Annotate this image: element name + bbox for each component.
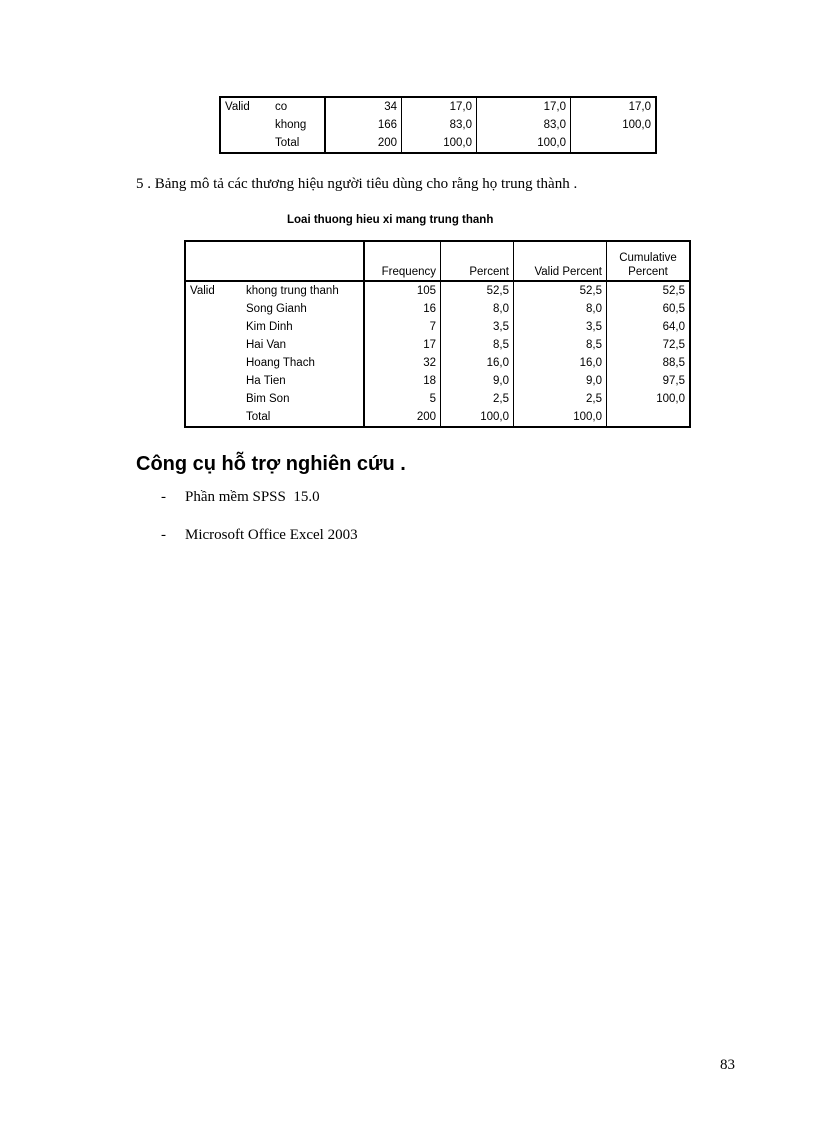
percent-cell: 3,5 bbox=[441, 318, 514, 336]
table-row bbox=[185, 336, 690, 354]
valid-percent-cell: 100,0 bbox=[514, 408, 607, 427]
frequency-table-1 bbox=[219, 96, 657, 154]
cumulative-percent-cell: 97,5 bbox=[607, 372, 691, 390]
percent-cell: 2,5 bbox=[441, 390, 514, 408]
table-header-row bbox=[185, 241, 690, 281]
valid-percent-cell: 17,0 bbox=[477, 97, 571, 116]
frequency-cell: 7 bbox=[364, 318, 441, 336]
row-label: co bbox=[275, 100, 288, 113]
bullet-dash: - bbox=[161, 489, 166, 505]
row-label: Total bbox=[246, 410, 271, 423]
table-row bbox=[185, 281, 690, 300]
row-label: khong bbox=[275, 118, 307, 131]
cumulative-percent-cell: 88,5 bbox=[607, 354, 691, 372]
frequency-cell: 5 bbox=[364, 390, 441, 408]
frequency-cell: 16 bbox=[364, 300, 441, 318]
percent-cell: 16,0 bbox=[441, 354, 514, 372]
cumulative-percent-cell: 52,5 bbox=[607, 281, 691, 300]
list-item-text: Phần mềm SPSS 15.0 bbox=[185, 489, 320, 505]
row-label: Ha Tien bbox=[246, 374, 286, 387]
frequency-cell: 200 bbox=[364, 408, 441, 427]
cumulative-percent-cell bbox=[607, 408, 691, 427]
valid-percent-cell: 83,0 bbox=[477, 116, 571, 134]
valid-percent-cell: 100,0 bbox=[477, 134, 571, 153]
table-row bbox=[185, 390, 690, 408]
percent-cell: 100,0 bbox=[402, 134, 477, 153]
row-label: Song Gianh bbox=[246, 302, 307, 315]
frequency-cell: 166 bbox=[325, 116, 402, 134]
percent-cell: 100,0 bbox=[441, 408, 514, 427]
frequency-cell: 32 bbox=[364, 354, 441, 372]
percent-cell: 8,5 bbox=[441, 336, 514, 354]
row-label: Kim Dinh bbox=[246, 320, 293, 333]
bullet-dash: - bbox=[161, 527, 166, 543]
table-row bbox=[185, 300, 690, 318]
cumulative-percent-cell: 64,0 bbox=[607, 318, 691, 336]
cumulative-percent-cell: 17,0 bbox=[571, 97, 657, 116]
valid-percent-cell: 16,0 bbox=[514, 354, 607, 372]
valid-percent-cell: 8,0 bbox=[514, 300, 607, 318]
row-label: khong trung thanh bbox=[246, 284, 339, 297]
valid-percent-cell: 2,5 bbox=[514, 390, 607, 408]
row-label: Hoang Thach bbox=[246, 356, 315, 369]
list-item bbox=[161, 527, 358, 544]
valid-percent-cell: 3,5 bbox=[514, 318, 607, 336]
row-label: Bim Son bbox=[246, 392, 290, 405]
table-row bbox=[185, 372, 690, 390]
table-row bbox=[185, 408, 690, 427]
header-valid-percent: Valid Percent bbox=[514, 241, 607, 281]
valid-percent-cell: 9,0 bbox=[514, 372, 607, 390]
table-row bbox=[185, 318, 690, 336]
page-number: 83 bbox=[720, 1057, 735, 1073]
table-row bbox=[220, 116, 656, 134]
frequency-cell: 200 bbox=[325, 134, 402, 153]
cumulative-percent-cell: 60,5 bbox=[607, 300, 691, 318]
percent-cell: 8,0 bbox=[441, 300, 514, 318]
list-item bbox=[161, 489, 320, 506]
percent-cell: 83,0 bbox=[402, 116, 477, 134]
frequency-cell: 34 bbox=[325, 97, 402, 116]
frequency-cell: 105 bbox=[364, 281, 441, 300]
row-label: Hai Van bbox=[246, 338, 287, 351]
frequency-cell: 17 bbox=[364, 336, 441, 354]
section-heading: Công cụ hỗ trợ nghiên cứu . bbox=[136, 453, 406, 475]
header-cumulative-percent: Cumulative Percent bbox=[607, 241, 691, 281]
valid-percent-cell: 52,5 bbox=[514, 281, 607, 300]
header-frequency: Frequency bbox=[364, 241, 441, 281]
cumulative-percent-cell: 72,5 bbox=[607, 336, 691, 354]
section-5-caption: 5 . Bảng mô tả các thương hiệu người tiêu dùng cho rằng họ trung thành . bbox=[136, 176, 578, 192]
header-percent: Percent bbox=[441, 241, 514, 281]
table-row bbox=[185, 354, 690, 372]
percent-cell: 17,0 bbox=[402, 97, 477, 116]
cumulative-percent-cell bbox=[571, 134, 657, 153]
frequency-cell: 18 bbox=[364, 372, 441, 390]
cumulative-percent-cell: 100,0 bbox=[607, 390, 691, 408]
percent-cell: 9,0 bbox=[441, 372, 514, 390]
frequency-table-2 bbox=[184, 240, 691, 428]
row-group-label: Valid bbox=[225, 100, 250, 113]
cumulative-percent-cell: 100,0 bbox=[571, 116, 657, 134]
row-label: Total bbox=[275, 136, 300, 149]
table-2-title: Loai thuong hieu xi mang trung thanh bbox=[287, 214, 494, 226]
row-group-label: Valid bbox=[190, 284, 215, 297]
list-item-text: Microsoft Office Excel 2003 bbox=[185, 527, 358, 543]
percent-cell: 52,5 bbox=[441, 281, 514, 300]
table-row bbox=[220, 97, 656, 116]
valid-percent-cell: 8,5 bbox=[514, 336, 607, 354]
table-row bbox=[220, 134, 656, 153]
